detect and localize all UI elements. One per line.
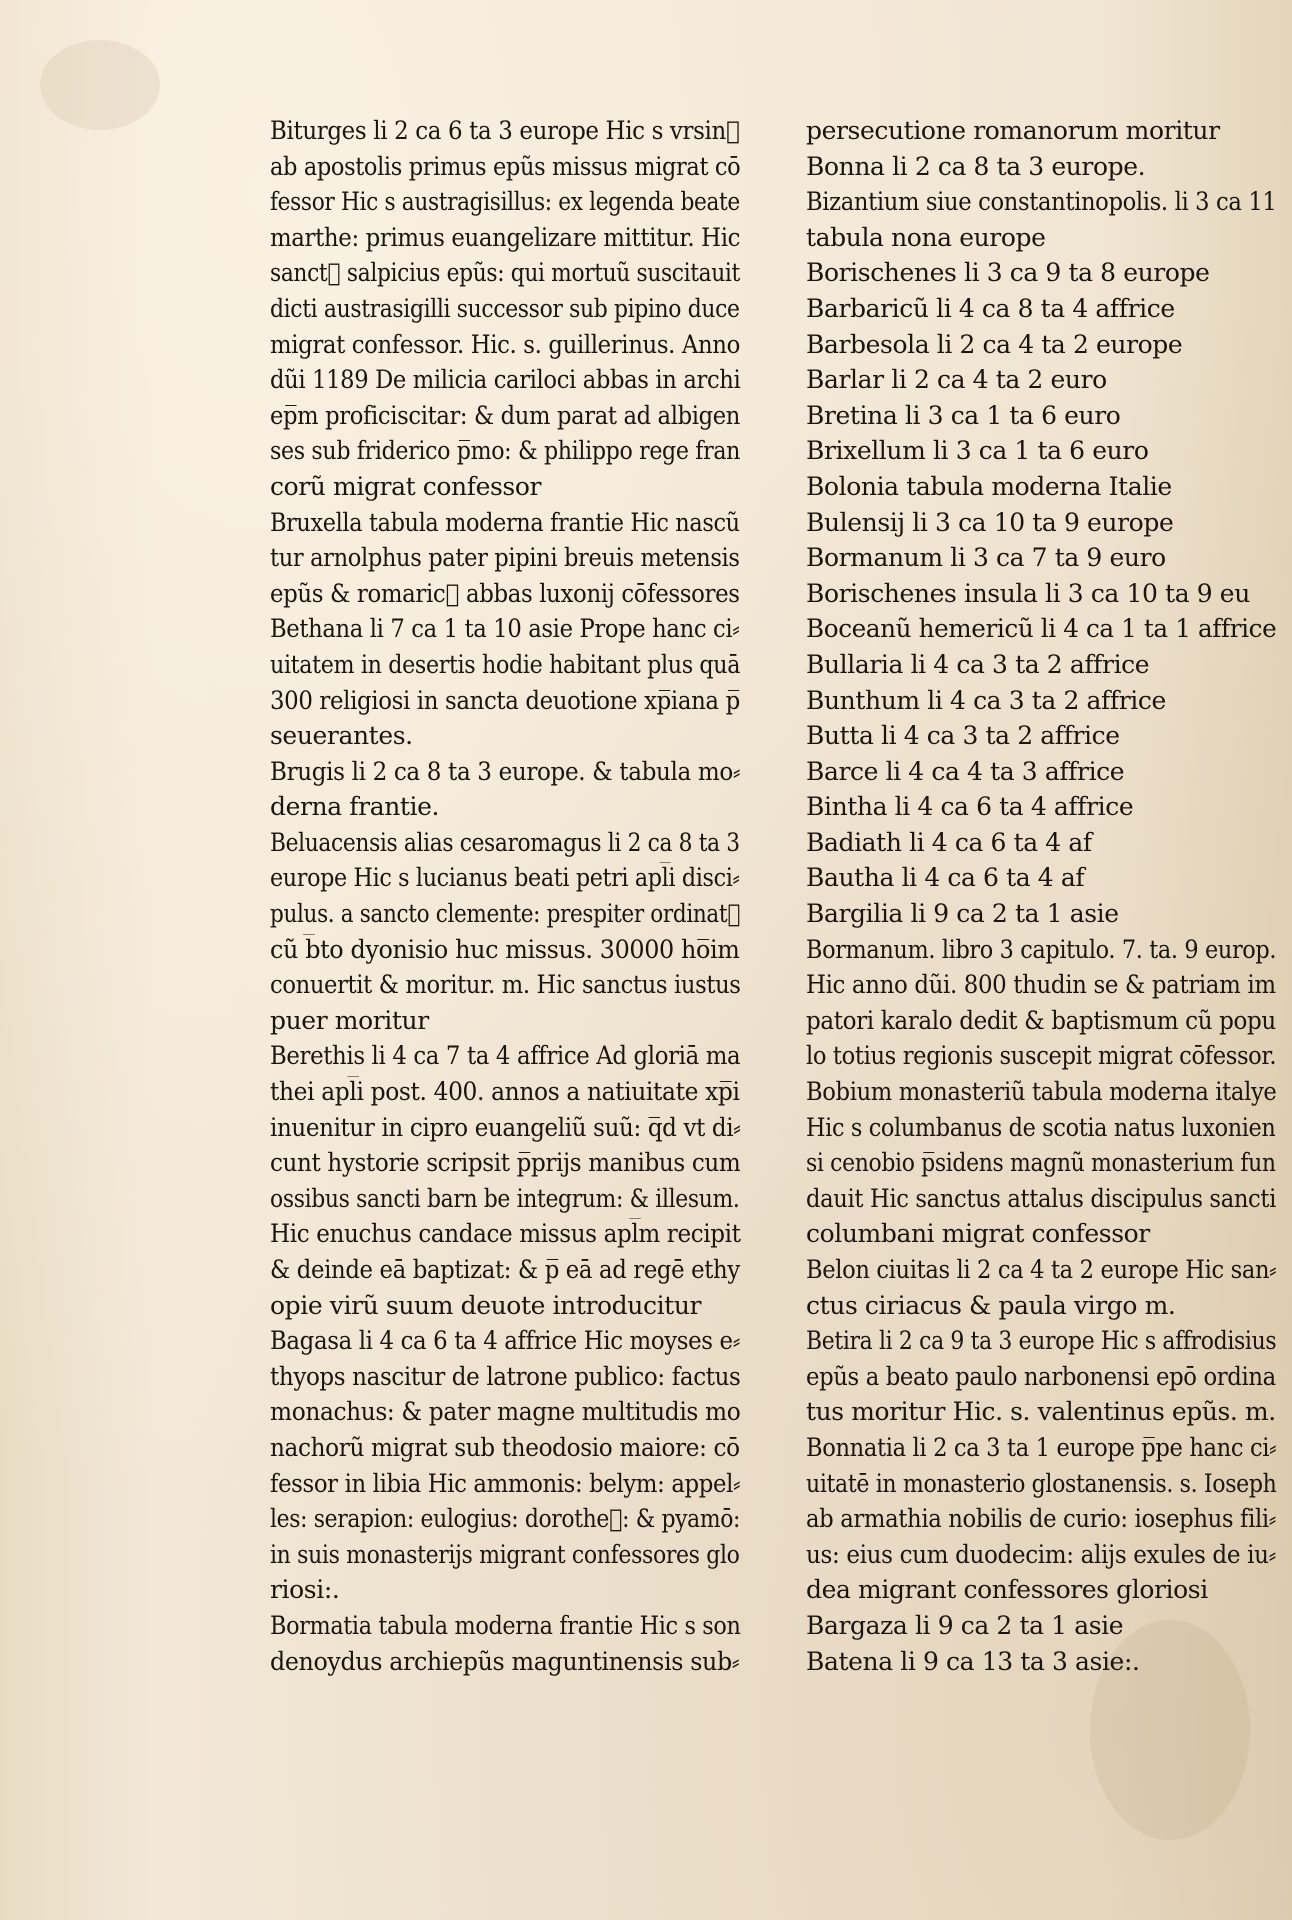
text-line: Berethis li 4 ca 7 ta 4 affrice Ad gloriā ma (270, 1041, 741, 1071)
text-line: cunt hystorie scripsit p̅prijs manibus cum (270, 1148, 741, 1178)
text-line: europe Hic s lucianus beati petri apl̅i disci⸗ (270, 863, 740, 893)
text-line: Bautha li 4 ca 6 ta 4 af (806, 863, 1085, 893)
text-line: Betira li 2 ca 9 ta 3 europe Hic s affrodisius (806, 1326, 1277, 1356)
text-line: riosi:. (270, 1575, 340, 1605)
text-line: Butta li 4 ca 3 ta 2 affrice (806, 721, 1120, 751)
text-line: si cenobio p̅sidens magnũ monasterium fun (806, 1148, 1276, 1178)
text-line: Bintha li 4 ca 6 ta 4 affrice (806, 792, 1134, 822)
text-line: marthe: primus euangelizare mittitur. Hic (270, 222, 741, 252)
paper-stain (40, 40, 160, 130)
text-line: nachorũ migrat sub theodosio maiore: cō (270, 1432, 740, 1462)
text-line: Bulensij li 3 ca 10 ta 9 europe (806, 507, 1174, 537)
text-line: Batena li 9 ca 13 ta 3 asie:. (806, 1646, 1140, 1676)
text-line: fessor in libia Hic ammonis: belym: appel⸗ (270, 1468, 741, 1498)
text-line: Badiath li 4 ca 6 ta 4 af (806, 827, 1092, 857)
text-line: opie virũ suum deuote introducitur (270, 1290, 702, 1320)
text-line: Brixellum li 3 ca 1 ta 6 euro (806, 436, 1149, 466)
text-line: Borischenes insula li 3 ca 10 ta 9 eu (806, 578, 1250, 608)
text-line: Belon ciuitas li 2 ca 4 ta 2 europe Hic san⸗ (806, 1255, 1277, 1284)
text-line: tur arnolphus pater pipini breuis metensis (270, 543, 740, 573)
text-line: ossibus sancti barn be integrum: & illesum. (270, 1183, 740, 1213)
text-line: dea migrant confessores gloriosi (806, 1575, 1208, 1605)
text-line: Bormatia tabula moderna frantie Hic s son (270, 1610, 741, 1640)
text-line: migrat confessor. Hic. s. guillerinus. Anno (270, 329, 740, 359)
text-line: Barbesola li 2 ca 4 ta 2 europe (806, 329, 1183, 359)
text-line: inuenitur in cipro euangeliũ suũ: q̅d vt di⸗ (270, 1112, 741, 1142)
text-line: Barce li 4 ca 4 ta 3 affrice (806, 756, 1125, 786)
text-line: ctus ciriacus & paula virgo m. (806, 1290, 1176, 1320)
text-line: Bretina li 3 ca 1 ta 6 euro (806, 400, 1121, 430)
text-line: uitatē in monasterio glostanensis. s. Ioseph (806, 1468, 1277, 1498)
text-line: Bonna li 2 ca 8 ta 3 europe. (806, 151, 1146, 181)
text-line: dicti austrasigilli successor sub pipino duce (270, 293, 740, 323)
text-line: monachus: & pater magne multitudis mo (270, 1397, 741, 1427)
text-line: Barbaricũ li 4 ca 8 ta 4 affrice (806, 293, 1175, 323)
text-line: Bormanum li 3 ca 7 ta 9 euro (806, 543, 1166, 573)
text-line: fessor Hic s austragisillus: ex legenda beate (270, 187, 740, 217)
text-line: Bizantium siue constantinopolis. li 3 ca 11 (806, 187, 1277, 217)
text-line: Bobium monasteriũ tabula moderna italye (806, 1077, 1277, 1107)
right-text-column (806, 113, 1276, 1679)
text-line: Biturges li 2 ca 6 ta 3 europe Hic s vrsin᷒ (270, 116, 740, 145)
text-line: Bullaria li 4 ca 3 ta 2 affrice (806, 649, 1150, 679)
text-line: patori karalo dedit & baptismum cũ popu (806, 1005, 1276, 1035)
text-line: epũs & romaric᷒ abbas luxonij cōfessores (270, 578, 740, 608)
text-line: conuertit & moritur. m. Hic sanctus iustus (270, 970, 741, 1000)
text-line: thei apl̅i post. 400. annos a natiuitate xp̅i (270, 1077, 740, 1107)
text-line: ses sub friderico p̅mo: & philippo rege fran (270, 436, 741, 466)
text-line: sanct᷒ salpicius epũs: qui mortuũ suscitauit (270, 258, 740, 288)
text-line: persecutione romanorum moritur (806, 116, 1220, 145)
text-line: us: eius cum duodecim: alijs exules de iu⸗ (806, 1539, 1276, 1569)
text-line: dauit Hic sanctus attalus discipulus sancti (806, 1183, 1277, 1213)
text-line: thyops nascitur de latrone publico: factus (270, 1361, 741, 1391)
text-line: derna frantie. (270, 792, 440, 822)
text-line: tabula nona europe (806, 222, 1046, 252)
text-line: Boceanũ hemericũ li 4 ca 1 ta 1 affrice (806, 614, 1277, 644)
text-line: in suis monasterijs migrant confessores glo (270, 1539, 740, 1569)
text-line: 300 religiosi in sancta deuotione xp̅iana p̅ (270, 685, 740, 715)
text-line: les: serapion: eulogius: dorothe᷒: & pyamō: (270, 1504, 741, 1534)
text-line: Bargaza li 9 ca 2 ta 1 asie (806, 1610, 1124, 1640)
text-line: & deinde eā baptizat: & p̅ eā ad regē ethy (270, 1255, 740, 1284)
text-line: seuerantes. (270, 721, 413, 751)
text-line: Hic s columbanus de scotia natus luxonien (806, 1112, 1276, 1142)
text-line: Bruxella tabula moderna frantie Hic nascũ (270, 507, 740, 537)
text-line: dũi 1189 De milicia cariloci abbas in archi (270, 365, 741, 395)
text-line: Bolonia tabula moderna Italie (806, 471, 1172, 501)
text-line: Hic anno dũi. 800 thudin se & patriam im (806, 970, 1276, 1000)
text-line: Bagasa li 4 ca 6 ta 4 affrice Hic moyses e⸗ (270, 1326, 740, 1356)
text-line: Bormanum. libro 3 capitulo. 7. ta. 9 europ. (806, 934, 1277, 964)
text-line: Beluacensis alias cesaromagus li 2 ca 8 ta 3 (270, 827, 740, 857)
text-line: Hic enuchus candace missus apl̅m recipit (270, 1219, 741, 1249)
text-line: Borischenes li 3 ca 9 ta 8 europe (806, 258, 1210, 288)
text-line: Bonnatia li 2 ca 3 ta 1 europe p̅pe hanc ci⸗ (806, 1432, 1277, 1462)
text-line: Barlar li 2 ca 4 ta 2 euro (806, 365, 1107, 395)
text-line: cũ b̅to dyonisio huc missus. 30000 ho̅im (270, 934, 740, 964)
text-line: corũ migrat confessor (270, 471, 542, 501)
text-line: Bargilia li 9 ca 2 ta 1 asie (806, 899, 1119, 929)
text-line: Brugis li 2 ca 8 ta 3 europe. & tabula mo⸗ (270, 756, 741, 786)
left-text-column (270, 113, 740, 1679)
text-line: lo totius regionis suscepit migrat cōfessor. (806, 1041, 1277, 1071)
text-line: Bunthum li 4 ca 3 ta 2 affrice (806, 685, 1166, 715)
text-line: columbani migrat confessor (806, 1219, 1150, 1249)
text-line: pulus. a sancto clemente: prespiter ordinat᷒ (270, 899, 741, 929)
text-line: Bethana li 7 ca 1 ta 10 asie Prope hanc ci⸗ (270, 614, 740, 644)
text-line: ab apostolis primus epũs missus migrat cō (270, 151, 741, 181)
text-line: tus moritur Hic. s. valentinus epũs. m. (806, 1397, 1276, 1427)
text-line: ab armathia nobilis de curio: iosephus fili⸗ (806, 1504, 1277, 1534)
text-line: epũs a beato paulo narbonensi epō ordina (806, 1361, 1276, 1391)
text-line: denoydus archiepũs maguntinensis sub⸗ (270, 1646, 740, 1676)
text-line: ep̅m proficiscitar: & dum parat ad albigen (270, 400, 741, 430)
text-line: uitatem in desertis hodie habitant plus quā (270, 649, 741, 679)
text-line: puer moritur (270, 1005, 429, 1035)
